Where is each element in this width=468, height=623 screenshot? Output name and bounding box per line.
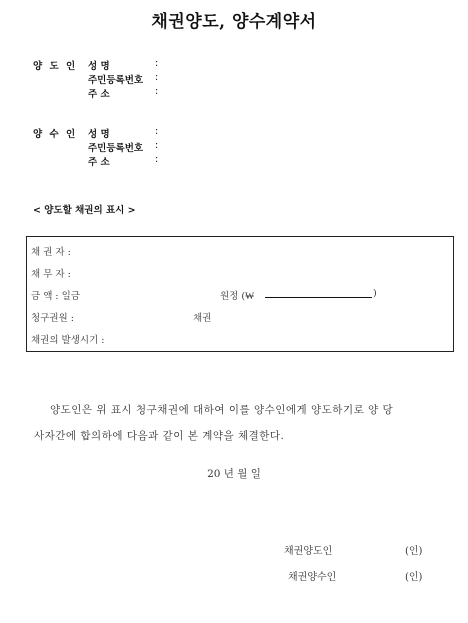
assignee-name-colon: :: [155, 126, 159, 137]
cause-value: 채권: [193, 313, 212, 324]
document-title: 채권양도, 양수계약서: [151, 12, 317, 32]
occurrence-label: 채권의 발생시기 :: [31, 335, 105, 346]
assignee-address-colon: :: [155, 154, 159, 165]
assignee-id-colon: :: [155, 140, 159, 151]
claim-section-heading: < 양도할 채권의 표시 >: [33, 205, 136, 216]
amount-label: 금 액 : 일금: [31, 291, 80, 302]
assignee-signature-label: 채권양수인: [288, 572, 337, 583]
assignor-address-colon: :: [155, 86, 159, 97]
assignee-role: 양 수 인: [33, 129, 78, 140]
assignor-name-colon: :: [155, 58, 159, 69]
amount-blank-line: [265, 297, 372, 298]
assignor-seal: (인): [405, 546, 423, 557]
cause-label: 청구권원 :: [31, 313, 74, 324]
assignee-seal: (인): [405, 572, 423, 583]
agreement-line-2: 사자간에 합의하에 다음과 같이 본 계약을 체결한다.: [34, 430, 285, 442]
assignor-role: 양 도 인: [33, 61, 78, 72]
assignee-id-label: 주민등록번호: [88, 143, 144, 154]
assignor-name-label: 성 명: [88, 61, 110, 72]
assignor-signature-label: 채권양도인: [284, 546, 333, 557]
assignor-id-label: 주민등록번호: [88, 75, 144, 86]
creditor-label: 채 권 자 :: [31, 247, 71, 258]
amount-suffix: 원정 (₩: [220, 291, 255, 302]
assignee-address-label: 주 소: [88, 157, 110, 168]
assignee-name-label: 성 명: [88, 129, 110, 140]
debtor-label: 채 무 자 :: [31, 269, 71, 280]
amount-close: ): [373, 288, 377, 299]
contract-date: 20 년 월 일: [207, 468, 261, 480]
agreement-line-1: 양도인은 위 표시 청구채권에 대하여 이를 양수인에게 양도하기로 양 당: [50, 404, 394, 416]
assignor-address-label: 주 소: [88, 89, 110, 100]
assignor-id-colon: :: [155, 72, 159, 83]
